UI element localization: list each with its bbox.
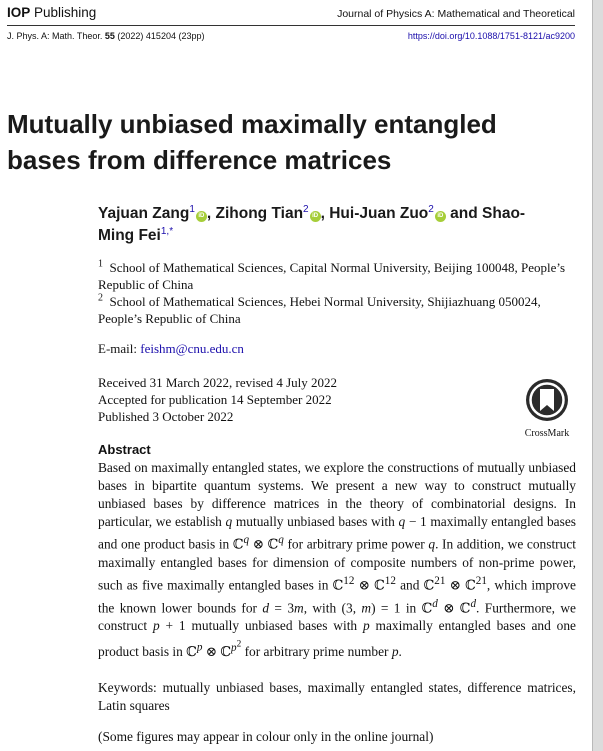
accepted-date: Accepted for publication 14 September 2022 [98,392,332,407]
author-name: Shao-Ming Fei [98,205,526,244]
author-affiliation-ref[interactable]: 2 [303,203,309,215]
email-link[interactable]: feishm@cnu.edu.cn [140,341,244,356]
keywords: Keywords: mutually unbiased bases, maximally entangled states, difference matrices, Latin squares [98,680,576,713]
crossmark-icon [524,378,570,422]
author-list: Yajuan Zang$^1$iD , Zihong Tian$^2$iD , Hui-Juan Zuo$^2$iD and Shao-Ming Fei$^{1,*}$ [98,203,526,244]
author-name: Hui-Juan Zuo [329,205,429,222]
crossmark-label: CrossMark [524,428,570,439]
crossmark-badge[interactable] [519,378,575,439]
citation: J. Phys. A: Math. Theor. 55 (2022) 415204 (23pp) [7,31,205,41]
orcid-icon[interactable]: iD [310,211,321,222]
scrollbar-edge[interactable] [592,0,603,751]
author-affiliation-ref[interactable]: 2 [428,203,434,215]
abstract-heading: Abstract [98,442,151,457]
orcid-icon[interactable]: iD [196,211,207,222]
publisher-logo: IOP Publishing [7,5,97,20]
author-name: Zihong Tian [215,205,304,222]
affiliation: $^2$ School of Mathematical Sciences, Hebei Normal University, Shijiazhuang 050024, People’s Republic of China [98,292,541,326]
author-affiliation-ref[interactable]: 1,* [160,225,174,237]
colour-note: (Some figures may appear in colour only in the online journal) [98,729,434,744]
email-line: E-mail: feishm@cnu.edu.cn [98,341,244,356]
journal-name: Journal of Physics A: Mathematical and Theoretical [337,8,575,20]
orcid-icon[interactable]: iD [435,211,446,222]
published-date: Published 3 October 2022 [98,409,234,424]
author-affiliation-ref[interactable]: 1 [189,203,195,215]
affiliations [98,259,573,327]
paper-title: Mutually unbiased maximally entangled bases from difference matrices [7,109,497,175]
doi-link[interactable]: https://doi.org/10.1088/1751-8121/ac9200 [407,31,575,41]
abstract-body: Based on maximally entangled states, we explore the constructions of mutually unbiased bases in bipartite quantum systems. We present a new way to construct mutually unbiased bases by difference matrices in the theory of combinatorial designs. In particular, we establish q mutually unbiased bases with q − 1 maximally entangled bases and one product basis in ℂ$^q$ ⊗ ℂ$^q$ for arbitrary prime power q. In addition, we construct maximally entangled bases for dimension of composite numbers of non-prime power, such as five maximally entangled bases in ℂ$^{12}$ ⊗ ℂ$^{12}$ and ℂ$^{21}$ ⊗ ℂ$^{21}$, which improve the known lower bounds for d = 3m, with (3, m) = 1 in ℂ$^d$ ⊗ ℂ$^d$. Furthermore, we construct p + 1 mutually unbiased bases with p maximally entangled bases and one product basis in ℂ$^p$ ⊗ ℂ$^{p^2}$ for arbitrary prime number p. [98,460,577,660]
publication-dates [98,374,337,425]
header-divider [7,25,575,26]
author-name: Yajuan Zang [98,205,190,222]
received-date: Received 31 March 2022, revised 4 July 2022 [98,375,338,390]
affiliation: $^1$ School of Mathematical Sciences, Capital Normal University, Beijing 100048, People’s Republic of China [98,258,566,292]
